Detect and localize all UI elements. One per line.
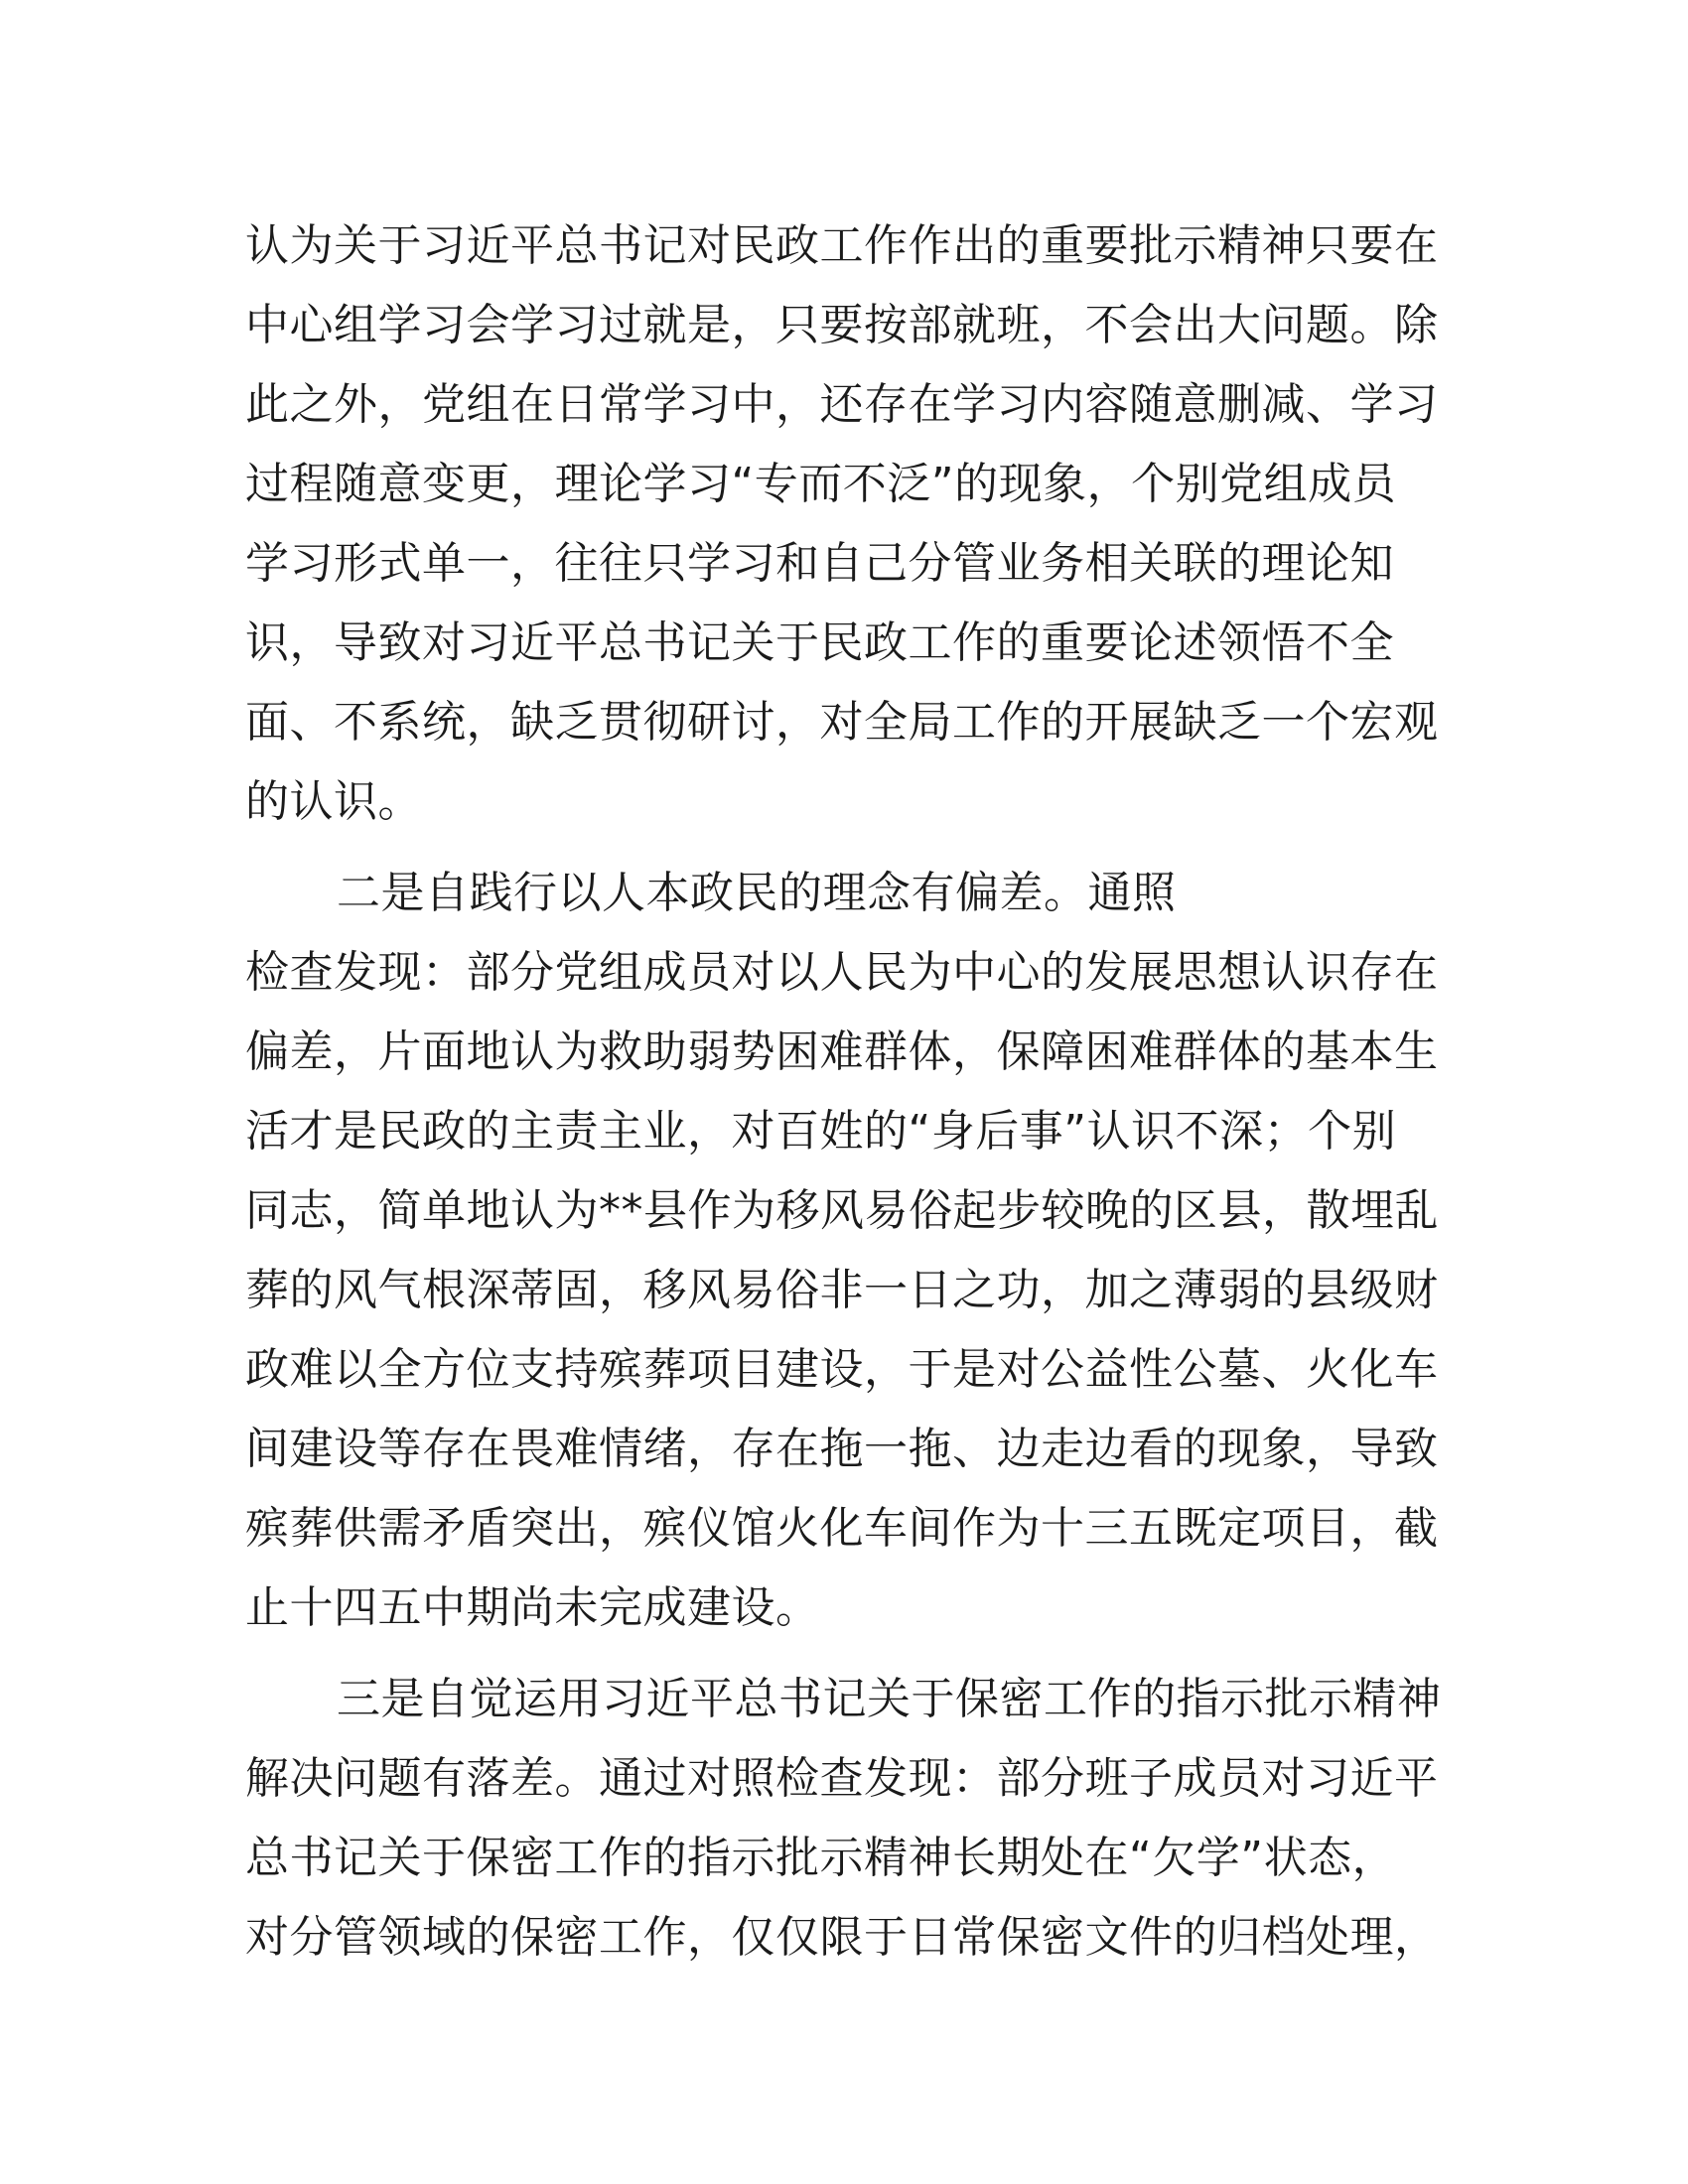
text-line: 政难以全方位支持殡葬项目建设，于是对公益性公墓、火化车 [245,1344,1439,1395]
paragraph-spacing [245,1648,1437,1660]
document-body [245,206,1442,1978]
text-line: 中心组学习会学习过就是，只要按部就班，不会出大问题。除 [245,300,1439,350]
text-line: 学习形式单一，往往只学习和自己分管业务相关联的理论知 [245,538,1394,589]
text-line: 止十四五中期尚未完成建设。 [245,1582,820,1633]
text-line: 对分管领域的保密工作，仅仅限于日常保密文件的归档处理， [245,1912,1439,1963]
paragraph-1 [245,206,1437,842]
text-line: 过程随意变更，理论学习“专而不泛”的现象，个别党组成员 [245,459,1397,509]
text-line: 葬的风气根深蒂固，移风易俗非一日之功，加之薄弱的县级财 [245,1265,1439,1315]
text-line: 认为关于习近平总书记对民政工作作出的重要批示精神只要在 [245,220,1439,271]
text-line: 总书记关于保密工作的指示批示精神长期处在“欠学”状态， [245,1833,1397,1883]
text-line: 的认识。 [245,776,422,827]
text-line: 识，导致对习近平总书记关于民政工作的重要论述领悟不全 [245,617,1394,668]
text-line: 间建设等存在畏难情绪，存在拖一拖、边走边看的现象，导致 [245,1424,1439,1474]
text-line: 同志，简单地认为**县作为移风易俗起步较晚的区县，散埋乱 [245,1185,1439,1236]
text-line: 偏差，片面地认为救助弱势困难群体，保障困难群体的基本生 [245,1026,1439,1077]
text-line: 解决问题有落差。通过对照检查发现：部分班子成员对习近平 [245,1753,1439,1804]
text-line: 殡葬供需矛盾突出，殡仪馆火化车间作为十三五既定项目，截 [245,1503,1439,1554]
text-line: 面、不系统，缺乏贯彻研讨，对全局工作的开展缺乏一个宏观 [245,697,1439,748]
text-line: 活才是民政的主责主业，对百姓的“身后事”认识不深；个别 [245,1106,1397,1157]
text-line-indented: 二是自践行以人本政民的理念有偏差。通照 [337,868,1177,918]
text-line-indented: 三是自觉运用习近平总书记关于保密工作的指示批示精神 [337,1674,1442,1724]
paragraph-3 [245,1660,1442,1978]
paragraph-2 [245,854,1437,1648]
paragraph-spacing [245,842,1437,854]
text-line: 检查发现：部分党组成员对以人民为中心的发展思想认识存在 [245,947,1439,998]
text-line: 此之外，党组在日常学习中，还存在学习内容随意删减、学习 [245,379,1439,430]
